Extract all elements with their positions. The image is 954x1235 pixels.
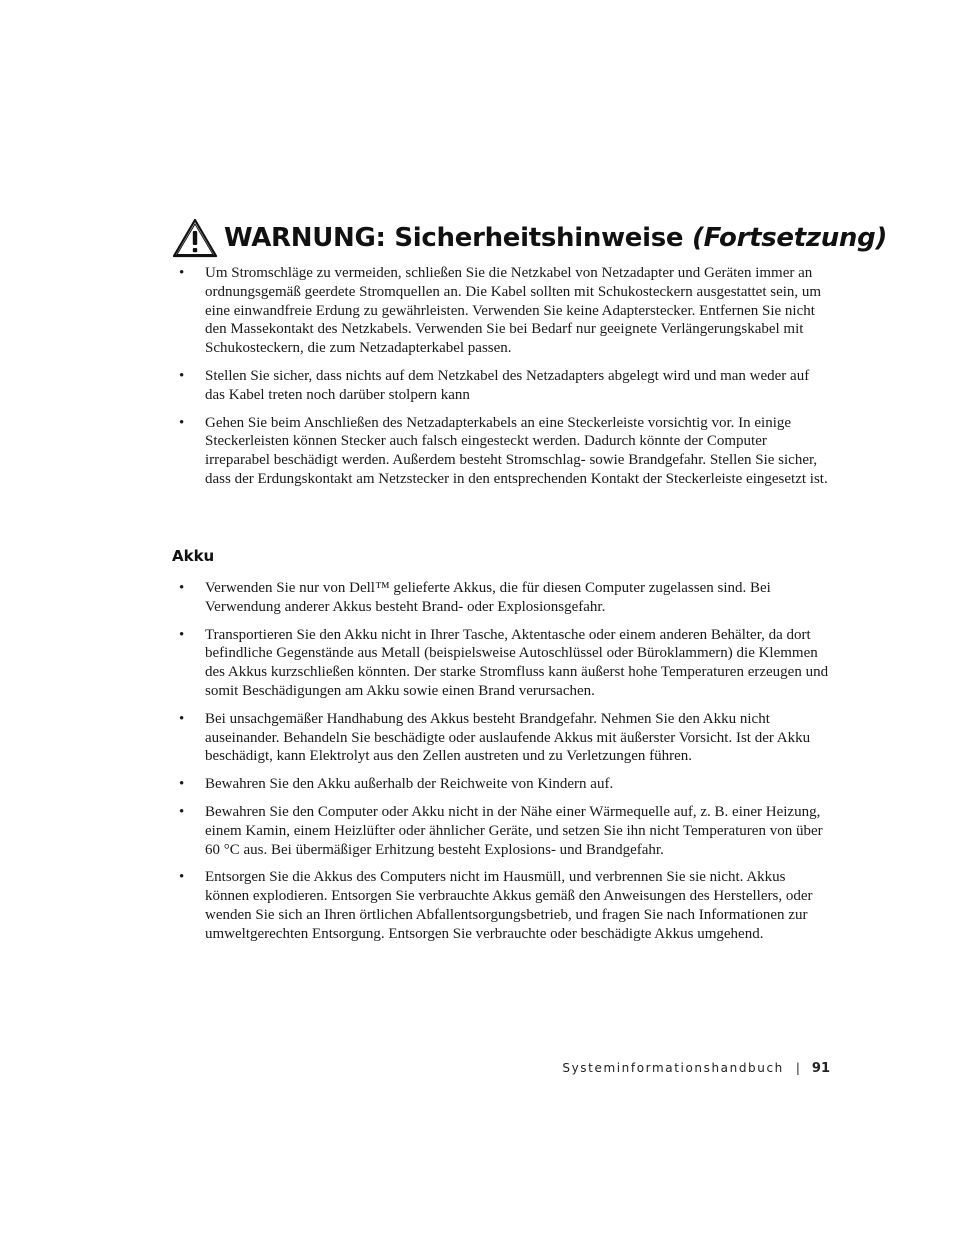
akku-list: [172, 579, 832, 944]
bullet-icon: •: [179, 710, 185, 727]
bullet-icon: •: [179, 626, 185, 643]
list-item-text: Stellen Sie sicher, dass nichts auf dem Netzkabel des Netzadapters abgelegt wird und man weder auf das Kabel treten noch darüber stolpern kann: [205, 367, 810, 403]
akku-section: [172, 579, 832, 953]
list-item-text: Transportieren Sie den Akku nicht in Ihrer Tasche, Aktentasche oder einem anderen Behälter, da dort befindliche Gegenstände aus Metall (beispielsweise Autoschlüssel oder Büroklammern) die Klemmen des Akkus kurzschließen könnten. Der starke Stromfluss kann äußerst hohe Temperaturen erzeugen und somit Beschädigungen am Akku sowie einen Brand verursachen.: [205, 626, 829, 699]
section-heading-akku: Akku: [172, 547, 215, 565]
list-item-text: Bewahren Sie den Akku außerhalb der Reichweite von Kindern auf.: [205, 776, 614, 793]
heading-title: [224, 223, 887, 253]
list-item: [172, 775, 832, 794]
list-item: [172, 626, 832, 701]
bullet-icon: •: [179, 367, 185, 384]
list-item-text: Verwenden Sie nur von Dell™ gelieferte Akkus, die für diesen Computer zugelassen sind. Bei Verwendung anderer Akkus besteht Brand- oder Explosionsgefahr.: [205, 580, 771, 615]
list-item: [172, 414, 832, 489]
list-item: [172, 868, 832, 943]
page-heading: [172, 216, 888, 260]
list-item: [172, 710, 832, 766]
list-item: [172, 803, 832, 859]
safety-list: [172, 264, 832, 489]
bullet-icon: •: [179, 414, 185, 431]
safety-section: [172, 264, 832, 498]
list-item-text: Entsorgen Sie die Akkus des Computers nicht im Hausmüll, und verbrennen Sie sie nicht. Akkus können explodieren. Entsorgen Sie verbrauchte Akkus gemäß den Anweisungen des Herstellers, oder wenden Sie sich an Ihren örtlichen Abfallentsorgungsbetrieb, und fragen Sie nach Informationen zur umweltgerechten Entsorgung. Entsorgen Sie verbrauchte oder beschädigte Akkus umgehend.: [205, 869, 813, 942]
list-item-text: Um Stromschläge zu vermeiden, schließen Sie die Netzkabel von Netzadapter und Geräten immer an ordnungsgemäß geerdete Stromquellen an. Die Kabel sollten mit Schukosteckern ausgestattet sein, um eine einwandfreie Erdung zu gewährleisten. Verwenden Sie keine Adapterstecker. Entfernen Sie nicht den Massekontakt des Netzkabels. Verwenden Sie bei Bedarf nur geeignete Verlängerungskabel mit Schukosteckern, die zum Netzadapterkabel passen.: [205, 265, 822, 357]
warning-triangle-icon: [172, 218, 218, 258]
list-item-text: Gehen Sie beim Anschließen des Netzadapterkabels an eine Steckerleiste vorsichtig vor. In einige Steckerleisten können Stecker auch falsch eingesteckt werden. Dadurch könnte der Computer irreparabel beschädigt werden. Außerdem besteht Stromschlag- sowie Brandgefahr. Stellen Sie sicher, dass der Erdungskontakt am Netzstecker in den entsprechenden Kontakt der Steckerleiste eingesetzt ist.: [205, 414, 828, 487]
page-number: 91: [811, 1061, 830, 1076]
list-item: [172, 264, 832, 358]
footer-doc-title: Systeminformationshandbuch: [562, 1061, 784, 1075]
list-item: [172, 579, 832, 617]
page-footer: [560, 1061, 830, 1076]
bullet-icon: •: [179, 265, 185, 281]
footer-separator: |: [795, 1061, 800, 1075]
list-item-text: Bei unsachgemäßer Handhabung des Akkus besteht Brandgefahr. Nehmen Sie den Akku nicht auseinander. Behandeln Sie beschädigte oder auslaufende Akkus mit äußerster Vorsicht. Ist der Akku beschädigt, kann Elektrolyt aus den Zellen austreten und zu Verletzungen führen.: [205, 710, 811, 765]
bullet-icon: •: [179, 580, 185, 596]
heading-prefix: WARNUNG: Sicherheitshinweise: [224, 223, 693, 253]
list-item-text: Bewahren Sie den Computer oder Akku nicht in der Nähe einer Wärmequelle auf, z. B. einer Heizung, einem Kamin, einem Heizlüfter oder ähnlicher Geräte, und setzen Sie ihn nicht Temperaturen von über 60 °C aus. Bei übermäßiger Erhitzung besteht Explosions- und Brandgefahr.: [205, 803, 823, 858]
list-item: [172, 367, 832, 405]
bullet-icon: •: [179, 776, 185, 793]
bullet-icon: •: [179, 803, 185, 820]
heading-suffix: (Fortsetzung): [692, 223, 888, 253]
bullet-icon: •: [179, 869, 185, 886]
